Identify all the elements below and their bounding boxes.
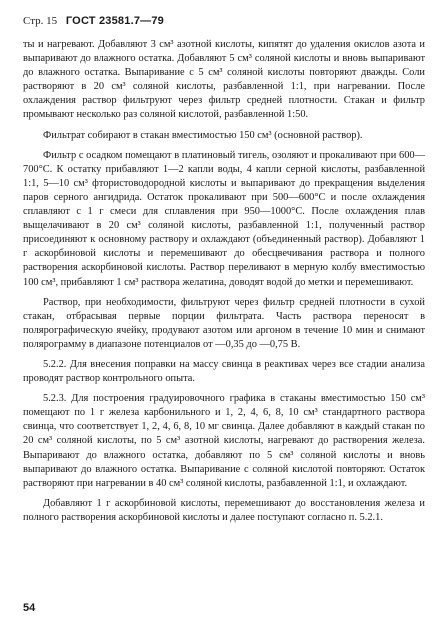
paragraph-5-2-3: 5.2.3. Для построения градуировочного графика в стаканы вместимостью 150 см³ помещают по 1 г железа карбонильного и 1, 2, 4, 6, 8, 10 см³ стандартного раствора свинца, что соответствует 1, 2, 4, 6, 8, 10 мг свинца. Далее добавляют в каждый стакан по 20 см³ соляной кислоты, по 5 см³ азотной кислоты, нагревают до растворения железа. Выпаривают до влажного остатка, добавляют по 5 см³ соляной кислоты и вновь выпаривают до влажного остатка. Выпаривание с соляной кислотой повторяют. Остаток растворяют при нагревании в 40 см³ соляной кислоты, разбавленной 1:1, и охлаждают. [23, 393, 425, 489]
paragraph-ascorbic: Добавляют 1 г аскорбиновой кислоты, перемешивают до восстановления железа и полного растворения аскорбиновой кислоты и далее поступают согласно п. 5.2.1. [23, 497, 425, 523]
paragraph-continuation: ты и нагревают. Добавляют 3 см³ азотной кислоты, кипятят до удаления окислов азота и выпаривают до влажного остатка. Добавляют 5 см³ соляной кислоты и вновь выпаривают до влажного остатка. Выпаривание с 5 см³ соляной кислоты повторяют дважды. Соли растворяют в 20 см³ соляной кислоты, разбавленной 1:1, при нагревании. После охлаждения раствор фильтруют через фильтр средней плотности. Стакан и фильтр промывают несколько раз соляной кислотой, разбавленной 1:50. [23, 39, 425, 121]
page-number: 54 [23, 602, 36, 614]
page-header [23, 14, 164, 28]
paragraph-filtrate: Фильтрат собирают в стакан вместимостью 150 см³ (основной раствор). [43, 129, 363, 141]
paragraph-polarogram: Раствор, при необходимости, фильтруют через фильтр средней плотности в сухой стакан, отбрасывая первые порции фильтрата. Часть раствора переносят в полярографическую ячейку, продувают азотом или аргоном в течение 10 мин и снимают полярограмму в диапазоне потенциалов от —0,35 до —0,75 В. [23, 296, 425, 350]
paragraph-residue: Фильтр с осадком помещают в платиновый тигель, озоляют и прокаливают при 600—700°С. К остатку прибавляют 1—2 капли воды, 4 капли серной кислоты, разбавленной 1:1, 5—10 см³ фтористоводородной кислоты и выпаривают до прекращения выделения паров серного ангидрида. Остаток прокаливают при 500—600°С и после охлаждения сплавляют с 1 г смеси для сплавления при 950—1000°С. После охлаждения плав выщелачивают в 20 см³ соляной кислоты, разбавленной 1:1, полученный раствор присоединяют к основному раствору и охлаждают (объединенный раствор). Добавляют 1 г аскорбиновой кислоты и перемешивают до обесцвечивания раствора и полного растворения аскорбиновой кислоты. Раствор переливают в мерную колбу вместимостью 100 см³, прибавляют 1 см³ раствора желатина, доводят водой до метки и перемешивают. [23, 149, 425, 288]
page-label: Стр. 15 [23, 15, 58, 27]
document-body [23, 38, 425, 525]
paragraph-5-2-2: 5.2.2. Для внесения поправки на массу свинца в реактивах через все стадии анализа проводят раствор контрольного опыта. [23, 358, 425, 385]
document-code: ГОСТ 23581.7—79 [65, 15, 164, 27]
